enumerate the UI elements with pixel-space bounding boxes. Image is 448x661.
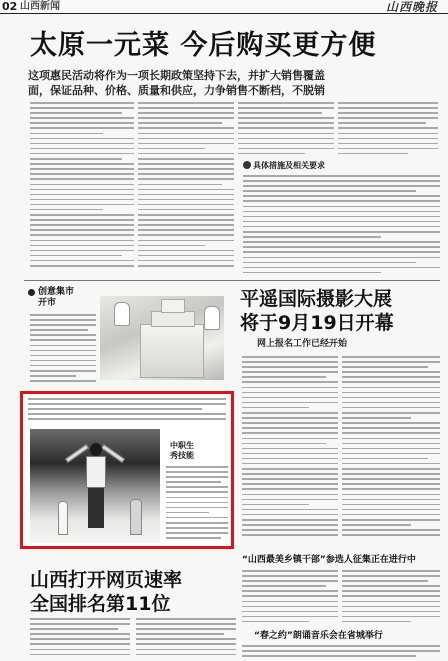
internet-headline-line1: 山西打开网页速率 bbox=[30, 569, 183, 591]
lead-deck-line2: 面，保证品种、价格、质量和供应，力争销售不断档，不脱销 bbox=[28, 84, 325, 97]
poetry-concert-body bbox=[242, 645, 440, 661]
lead-body-col1 bbox=[30, 102, 134, 270]
student-skills-photo bbox=[30, 429, 160, 543]
exhibition-headline-line1: 平遥国际摄影大展 bbox=[240, 288, 393, 310]
exhibition-subhead: 网上报名工作已经开始 bbox=[257, 339, 348, 349]
performer-figure bbox=[84, 443, 108, 533]
caption-line1: 创意集市 bbox=[38, 287, 75, 297]
chef-hat-shape bbox=[204, 306, 220, 330]
bystander-shape bbox=[58, 501, 68, 535]
lead-deck-line1: 这项惠民活动将作为一项长期政策坚持下去，并扩大销售覆盖 bbox=[28, 69, 325, 82]
lead-subhead bbox=[243, 161, 325, 171]
feature-photo-caption bbox=[170, 441, 230, 461]
sugar-sculpture-shape bbox=[140, 324, 204, 378]
exhibition-body-col1 bbox=[242, 356, 338, 542]
divider-rule bbox=[24, 280, 440, 281]
exhibition-headline-line2: 将于9月19日开幕 bbox=[240, 312, 394, 334]
lead-subhead-text: 具体措施及相关要求 bbox=[253, 161, 325, 170]
feature-top-text bbox=[28, 398, 226, 424]
bullet-icon bbox=[28, 289, 35, 296]
feature-photo-body bbox=[166, 466, 228, 544]
poetry-concert-headline: “春之约”朗诵音乐会在省城举行 bbox=[254, 631, 383, 641]
performer-head bbox=[90, 443, 102, 456]
performer-torso bbox=[86, 456, 106, 488]
feature-caption-line1: 中职生 bbox=[170, 441, 194, 450]
exhibition-headline bbox=[240, 287, 440, 335]
lead-measures-body bbox=[243, 175, 440, 273]
rural-cadre-body-col1 bbox=[242, 570, 338, 626]
rural-cadre-body-col2 bbox=[342, 570, 440, 626]
lead-body-col3 bbox=[238, 102, 334, 158]
lead-body-col4 bbox=[338, 102, 438, 158]
chef-hat-shape bbox=[114, 302, 130, 326]
creative-market-photo bbox=[100, 296, 224, 380]
exhibition-body-col2 bbox=[342, 356, 440, 542]
newspaper-logo: 山西晚报 bbox=[385, 0, 438, 14]
lead-headline: 太原一元菜 今后购买更方便 bbox=[30, 30, 377, 61]
internet-speed-body-col1 bbox=[30, 618, 130, 661]
performer-legs bbox=[88, 488, 104, 528]
photo-caption-creative-market bbox=[38, 287, 94, 309]
section-name: 山西新闻 bbox=[20, 1, 60, 12]
caption-line2: 开市 bbox=[38, 298, 57, 308]
internet-speed-headline bbox=[30, 568, 240, 616]
bystander-shape bbox=[130, 499, 142, 535]
creative-market-body bbox=[30, 314, 96, 386]
masthead bbox=[0, 0, 448, 14]
lead-body-col2 bbox=[138, 102, 234, 270]
rural-cadre-headline: “山西最美乡镇干部”参选人征集正在进行中 bbox=[242, 555, 416, 565]
internet-speed-body-col2 bbox=[136, 618, 236, 661]
internet-headline-line2: 全国排名第11位 bbox=[30, 593, 171, 615]
page-number: 02 bbox=[2, 0, 18, 13]
feature-caption-line2: 秀技能 bbox=[170, 451, 194, 460]
